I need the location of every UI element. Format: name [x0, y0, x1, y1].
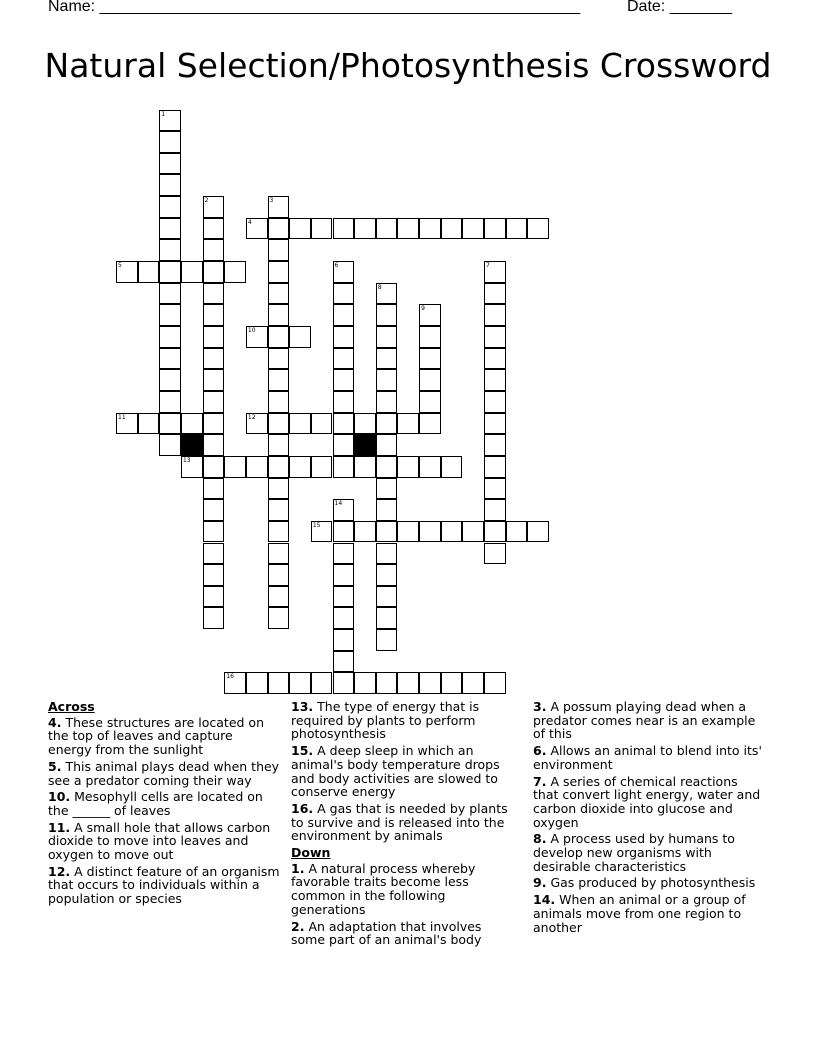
crossword-cell[interactable] [289, 672, 311, 694]
clue-text: Mesophyll cells are located on the ______ of leaves [48, 789, 263, 818]
clue-across-10 [48, 790, 280, 817]
crossword-cell[interactable] [159, 434, 181, 456]
clue-text: An adaptation that involves some part of an animal's body [291, 918, 482, 948]
crossword-cell[interactable] [268, 239, 290, 261]
clue-across-12 [48, 865, 280, 906]
crossword-cell[interactable] [333, 348, 355, 370]
crossword-cell[interactable] [333, 456, 355, 478]
crossword-cell[interactable] [289, 326, 311, 348]
clue-number: 8. [533, 831, 547, 847]
clue-text: These structures are located on the top of leaves and capture energy from the sunlight [48, 714, 264, 758]
crossword-cell[interactable] [376, 521, 398, 543]
black-square [354, 434, 376, 456]
crossword-cell[interactable] [203, 499, 225, 521]
crossword-cell[interactable] [159, 153, 181, 175]
crossword-cell[interactable] [203, 239, 225, 261]
clue-text: A small hole that allows carbon dioxide to move into leaves and oxygen to move out [48, 819, 271, 863]
crossword-cell[interactable] [159, 391, 181, 413]
crossword-cell[interactable] [419, 218, 441, 240]
crossword-cell[interactable] [268, 261, 290, 283]
crossword-cell[interactable] [419, 413, 441, 435]
crossword-cell[interactable] [462, 218, 484, 240]
crossword-cell[interactable] [268, 672, 290, 694]
crossword-cell[interactable] [203, 369, 225, 391]
crossword-cell[interactable] [484, 434, 506, 456]
crossword-cell[interactable] [159, 110, 181, 132]
crossword-cell[interactable] [462, 672, 484, 694]
crossword-cell[interactable] [138, 413, 160, 435]
crossword-cell[interactable] [268, 521, 290, 543]
crossword-cell[interactable] [376, 543, 398, 565]
crossword-cell[interactable] [311, 218, 333, 240]
crossword-cell[interactable] [441, 521, 463, 543]
crossword-cell[interactable] [289, 218, 311, 240]
clue-text: Allows an animal to blend into its' environment [533, 743, 762, 772]
clue-text: A natural process whereby favorable traits become less common in the following generations [291, 860, 476, 917]
clue-column-3 [533, 700, 765, 937]
crossword-cell[interactable] [333, 543, 355, 565]
crossword-cell[interactable] [311, 456, 333, 478]
across-heading: Across [48, 699, 95, 714]
crossword-cell[interactable] [376, 672, 398, 694]
clue-number-label: 3 [269, 197, 274, 205]
crossword-cell[interactable] [333, 629, 355, 651]
crossword-cell[interactable] [203, 521, 225, 543]
clue-text: A process used by humans to develop new organisms with desirable characteristics [533, 831, 735, 874]
crossword-cell[interactable] [333, 413, 355, 435]
crossword-cell[interactable] [311, 413, 333, 435]
clue-column-1 [48, 700, 280, 909]
date-line[interactable]: Date: _______ [627, 0, 732, 15]
crossword-cell[interactable] [181, 261, 203, 283]
clue-number: 11. [48, 819, 71, 835]
name-line[interactable]: Name: ______________________________________________________ [48, 0, 581, 15]
crossword-cell[interactable] [203, 456, 225, 478]
crossword-cell[interactable] [397, 218, 419, 240]
crossword-cell[interactable] [376, 304, 398, 326]
crossword-cell[interactable] [268, 478, 290, 500]
crossword-cell[interactable] [484, 326, 506, 348]
clue-number-label: 8 [377, 283, 382, 291]
clue-number-label: 1 [161, 110, 166, 118]
clue-across-5 [48, 760, 280, 787]
clue-number-label: 14 [334, 500, 343, 508]
crossword-cell[interactable] [268, 304, 290, 326]
crossword-cell[interactable] [246, 456, 268, 478]
crossword-cell[interactable] [484, 456, 506, 478]
crossword-cell[interactable] [376, 586, 398, 608]
crossword-cell[interactable] [376, 564, 398, 586]
clue-across-4 [48, 716, 280, 757]
crossword-cell[interactable] [376, 607, 398, 629]
crossword-cell[interactable] [484, 672, 506, 694]
crossword-cell[interactable] [246, 218, 268, 240]
clue-across-11 [48, 821, 280, 862]
clue-number: 2. [291, 918, 305, 934]
crossword-cell[interactable] [354, 218, 376, 240]
crossword-cell[interactable] [376, 218, 398, 240]
clue-down-7 [533, 775, 765, 830]
crossword-cell[interactable] [419, 391, 441, 413]
clue-down-8 [533, 832, 765, 873]
clue-number-label: 2 [204, 197, 209, 205]
crossword-cell[interactable] [203, 391, 225, 413]
clue-down-14 [533, 893, 765, 934]
crossword-cell[interactable] [419, 304, 441, 326]
crossword-cell[interactable] [268, 543, 290, 565]
crossword-cell[interactable] [116, 413, 138, 435]
crossword-cell[interactable] [397, 672, 419, 694]
clue-down-6 [533, 744, 765, 771]
crossword-cell[interactable] [484, 348, 506, 370]
clue-number: 6. [533, 743, 547, 759]
crossword-cell[interactable] [354, 413, 376, 435]
clue-number: 16. [291, 800, 314, 816]
crossword-cell[interactable] [354, 521, 376, 543]
clue-number: 7. [533, 773, 547, 789]
crossword-cell[interactable] [268, 499, 290, 521]
crossword-cell[interactable] [484, 391, 506, 413]
clue-text: A distinct feature of an organism that occurs to individuals within a population or species [48, 863, 280, 907]
crossword-cell[interactable] [268, 218, 290, 240]
crossword-cell[interactable] [203, 586, 225, 608]
crossword-cell[interactable] [397, 521, 419, 543]
clue-number-label: 12 [247, 413, 256, 421]
clue-number-label: 13 [182, 456, 191, 464]
clue-text: The type of energy that is required by plants to perform photosynthesis [291, 699, 480, 742]
clue-down-3 [533, 700, 765, 741]
crossword-cell[interactable] [268, 607, 290, 629]
crossword-cell[interactable] [333, 283, 355, 305]
crossword-cell[interactable] [484, 283, 506, 305]
crossword-cell[interactable] [311, 672, 333, 694]
crossword-cell[interactable] [159, 239, 181, 261]
crossword-cell[interactable] [397, 413, 419, 435]
crossword-cell[interactable] [484, 521, 506, 543]
crossword-cell[interactable] [484, 304, 506, 326]
clue-number: 10. [48, 789, 71, 805]
crossword-cell[interactable] [289, 413, 311, 435]
clue-text: A series of chemical reactions that convert light energy, water and carbon dioxide into glucose and oxygen [533, 773, 761, 830]
crossword-cell[interactable] [203, 283, 225, 305]
clue-number: 9. [533, 875, 547, 891]
crossword-cell[interactable] [376, 413, 398, 435]
crossword-cell[interactable] [159, 348, 181, 370]
crossword-cell[interactable] [268, 283, 290, 305]
clue-number-label: 11 [118, 413, 126, 421]
clue-text: A possum playing dead when a predator comes near is an example of this [533, 699, 756, 742]
crossword-cell[interactable] [484, 369, 506, 391]
clue-text: When an animal or a group of animals move from one region to another [533, 892, 746, 935]
crossword-cell[interactable] [527, 521, 549, 543]
crossword-cell[interactable] [376, 456, 398, 478]
crossword-cell[interactable] [203, 543, 225, 565]
crossword-cell[interactable] [268, 348, 290, 370]
crossword-cell[interactable] [333, 304, 355, 326]
clue-column-2 [291, 700, 516, 950]
crossword-cell[interactable] [376, 499, 398, 521]
black-square [181, 434, 203, 456]
clue-number-label: 9 [421, 305, 425, 313]
crossword-cell[interactable] [203, 607, 225, 629]
crossword-cell[interactable] [268, 196, 290, 218]
crossword-cell[interactable] [224, 261, 246, 283]
crossword-cell[interactable] [484, 261, 506, 283]
crossword-cell[interactable] [159, 261, 181, 283]
crossword-cell[interactable] [419, 369, 441, 391]
crossword-cell[interactable] [506, 218, 528, 240]
crossword-cell[interactable] [203, 218, 225, 240]
crossword-cell[interactable] [203, 478, 225, 500]
crossword-cell[interactable] [246, 413, 268, 435]
crossword-cell[interactable] [441, 456, 463, 478]
crossword-cell[interactable] [419, 521, 441, 543]
clue-number: 1. [291, 860, 305, 876]
crossword-cell[interactable] [333, 672, 355, 694]
clue-number-label: 6 [334, 262, 339, 270]
crossword-cell[interactable] [289, 456, 311, 478]
crossword-cell[interactable] [268, 369, 290, 391]
clue-across-13 [291, 700, 516, 741]
crossword-cell[interactable] [268, 391, 290, 413]
crossword-cell[interactable] [376, 348, 398, 370]
clue-text: Gas produced by photosynthesis [550, 875, 756, 891]
crossword-cell[interactable] [484, 499, 506, 521]
crossword-cell[interactable] [376, 478, 398, 500]
crossword-cell[interactable] [159, 218, 181, 240]
clue-number-label: 5 [118, 262, 122, 270]
crossword-cell[interactable] [397, 456, 419, 478]
crossword-cell[interactable] [159, 174, 181, 196]
crossword-cell[interactable] [268, 456, 290, 478]
crossword-cell[interactable] [333, 651, 355, 673]
crossword-cell[interactable] [376, 434, 398, 456]
clue-number-label: 4 [247, 218, 252, 226]
clue-down-1 [291, 862, 516, 917]
clue-text: This animal plays dead when they see a predator coming their way [48, 758, 280, 788]
clue-down-2 [291, 920, 516, 947]
crossword-cell[interactable] [506, 521, 528, 543]
crossword-cell[interactable] [333, 326, 355, 348]
crossword-cell[interactable] [376, 369, 398, 391]
crossword-cell[interactable] [181, 413, 203, 435]
page-title: Natural Selection/Photosynthesis Crossword [44, 46, 772, 85]
crossword-cell[interactable] [333, 391, 355, 413]
crossword-cell[interactable] [376, 326, 398, 348]
clue-number-label: 10 [247, 327, 256, 334]
crossword-cell[interactable] [246, 672, 268, 694]
crossword-cell[interactable] [484, 413, 506, 435]
crossword-cell[interactable] [354, 672, 376, 694]
crossword-cell[interactable] [354, 456, 376, 478]
crossword-cell[interactable] [159, 131, 181, 153]
crossword-cell[interactable] [268, 326, 290, 348]
clue-number: 15. [291, 743, 314, 759]
crossword-cell[interactable] [203, 564, 225, 586]
clue-across-15 [291, 744, 516, 799]
clue-number: 4. [48, 714, 62, 730]
crossword-cell[interactable] [333, 521, 355, 543]
crossword-cell[interactable] [441, 672, 463, 694]
crossword-cell[interactable] [268, 434, 290, 456]
clue-number-label: 15 [312, 521, 321, 529]
crossword-cell[interactable] [268, 413, 290, 435]
clue-number: 13. [291, 699, 314, 714]
crossword-cell[interactable] [484, 543, 506, 565]
crossword-cell[interactable] [159, 369, 181, 391]
crossword-cell[interactable] [138, 261, 160, 283]
crossword-cell[interactable] [159, 283, 181, 305]
crossword-cell[interactable] [311, 521, 333, 543]
crossword-cell[interactable] [203, 434, 225, 456]
crossword-cell[interactable] [159, 413, 181, 435]
clue-down-9 [533, 876, 765, 890]
crossword-cell[interactable] [159, 196, 181, 218]
down-heading: Down [291, 845, 331, 861]
clue-number: 14. [533, 892, 556, 908]
crossword-cell[interactable] [333, 434, 355, 456]
crossword-cell[interactable] [268, 564, 290, 586]
clue-number: 3. [533, 699, 547, 714]
crossword-cell[interactable] [376, 629, 398, 651]
crossword-cell[interactable] [224, 456, 246, 478]
crossword-cell[interactable] [419, 456, 441, 478]
crossword-cell[interactable] [333, 564, 355, 586]
crossword-cell[interactable] [203, 413, 225, 435]
crossword-cell[interactable] [116, 261, 138, 283]
crossword-cell[interactable] [333, 369, 355, 391]
clue-number: 12. [48, 863, 71, 879]
crossword-cell[interactable] [224, 672, 246, 694]
clue-number: 5. [48, 758, 62, 774]
crossword-cell[interactable] [246, 326, 268, 348]
crossword-cell[interactable] [333, 218, 355, 240]
crossword-cell[interactable] [527, 218, 549, 240]
crossword-cell[interactable] [203, 196, 225, 218]
crossword-cell[interactable] [376, 391, 398, 413]
crossword-cell[interactable] [376, 283, 398, 305]
crossword-cell[interactable] [203, 348, 225, 370]
crossword-cell[interactable] [462, 521, 484, 543]
clue-text: A gas that is needed by plants to survive and is released into the environment by animals [291, 800, 508, 844]
crossword-cell[interactable] [203, 326, 225, 348]
clue-number-label: 16 [226, 673, 234, 681]
clue-text: A deep sleep in which an animal's body temperature drops and body activities are slowed to conserve energy [291, 743, 500, 800]
crossword-cell[interactable] [159, 326, 181, 348]
crossword-cell[interactable] [268, 586, 290, 608]
crossword-cell[interactable] [333, 607, 355, 629]
clue-across-16 [291, 802, 516, 843]
crossword-cell[interactable] [484, 218, 506, 240]
crossword-cell[interactable] [419, 672, 441, 694]
crossword-cell[interactable] [181, 456, 203, 478]
clue-number-label: 7 [486, 262, 490, 270]
crossword-cell[interactable] [203, 304, 225, 326]
crossword-cell[interactable] [333, 261, 355, 283]
crossword-cell[interactable] [159, 304, 181, 326]
crossword-cell[interactable] [203, 261, 225, 283]
crossword-cell[interactable] [419, 326, 441, 348]
crossword-cell[interactable] [419, 348, 441, 370]
crossword-cell[interactable] [441, 218, 463, 240]
crossword-cell[interactable] [333, 499, 355, 521]
crossword-cell[interactable] [333, 586, 355, 608]
crossword-cell[interactable] [484, 478, 506, 500]
